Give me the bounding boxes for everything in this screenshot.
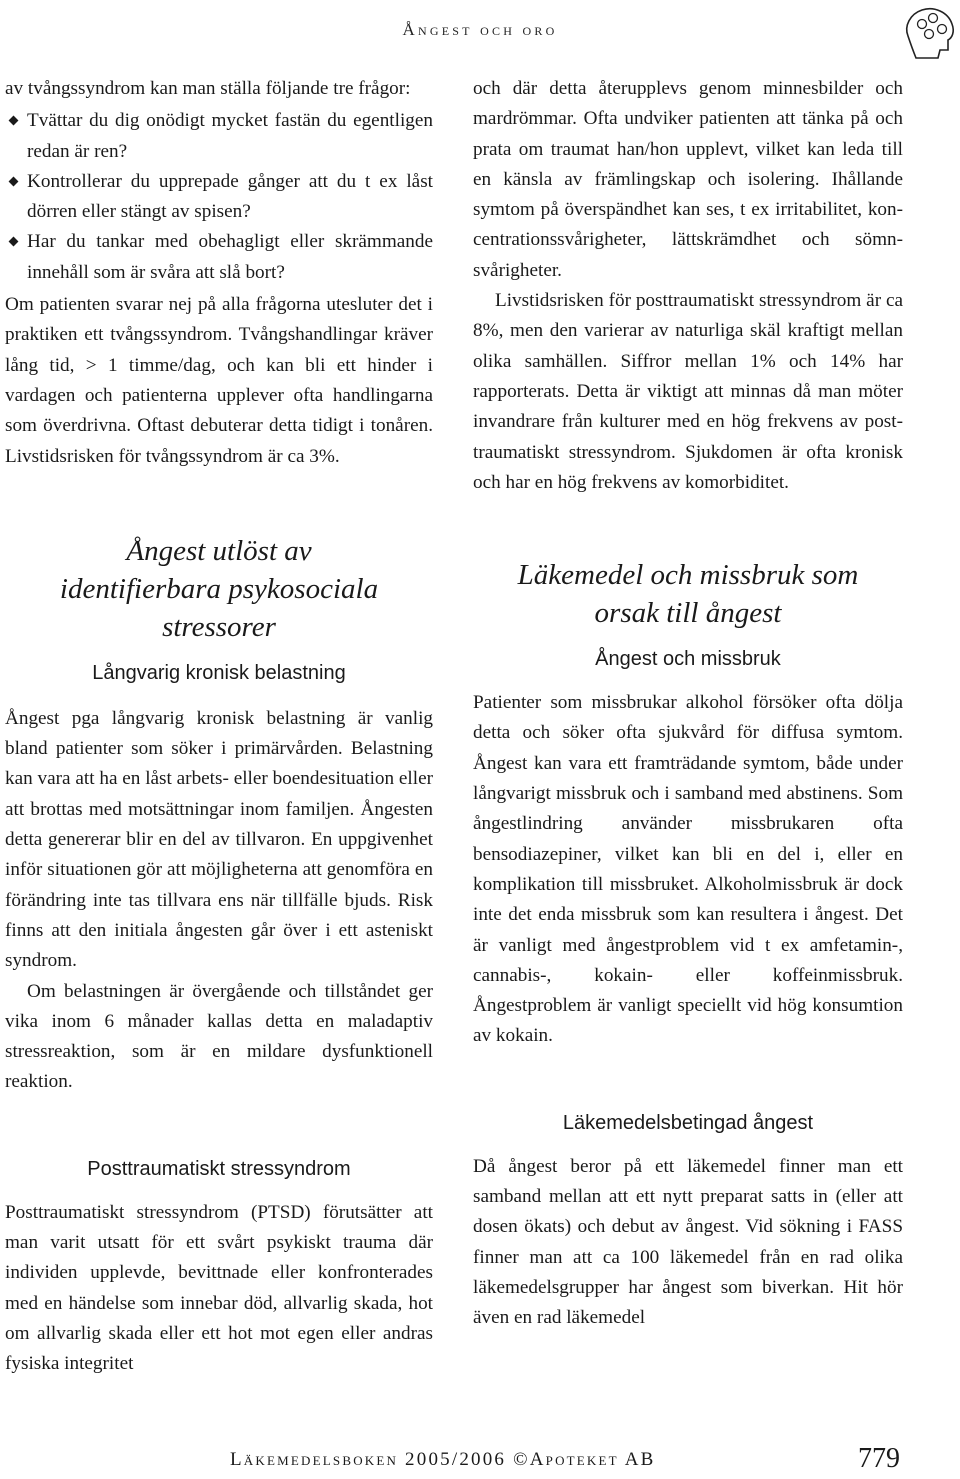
question-list xyxy=(5,106,433,288)
ptsd-continued-paragraph: och där detta återupplevs genom minnesbilder och mardrömmar. Ofta undviker patienten att tänka på och prata om traumat han/hon upplevt, vilket kan leda till en känsla av främlingskap och isolering. Ihållande symtom på överspändhet kan ses, t ex irritabilitet, koncentrationssvårigheter, lättskrämdhet och sömnsvårigheter. xyxy=(473,78,903,281)
subhead-chronic-stress: Långvarig kronisk belastning xyxy=(92,661,346,684)
page-number: 779 xyxy=(858,1443,900,1474)
footer-text: Läkemedelsboken 2005/2006 ©Apoteket AB xyxy=(230,1449,656,1470)
section-title-stressors: Ångest utlöst av identifierbara psykosociala stressorer xyxy=(59,534,379,643)
abuse-paragraph: Patienter som missbrukar alkohol försöker ofta dölja detta och söker ofta sjukvård för diffusa symtom. Ångest kan vara ett framträdande symtom, både under långvarigt missbruk och i samband med abstinens. Som ångestlindring använder missbrukaren ofta bensodiazepiner, vilket kan bli en del i, eller en komplikation till missbruket. Alkoholmissbruk är dock inte det enda missbruk som kan resultera i ångest. Det är vanligt med ångestproblem vid t ex amfetamin-, cannabis-, kokain- eller koffeinmissbruk. Ångestproblem är vanligt speciellt vid hög konsumtion av kokain. xyxy=(473,692,903,1047)
section-title-drugs: Läkemedel och missbruk som orsak till ångest xyxy=(517,559,859,630)
stress-reaction-paragraph: Om belastningen är övergående och tillståndet ger vika inom 6 månader kallas detta en maladaptiv stressreaktion, som är en mildare dysfunktionell reaktion. xyxy=(5,980,433,1093)
diamond-bullet-icon xyxy=(9,116,19,126)
right-column xyxy=(473,74,903,1334)
ptsd-paragraph: Posttraumatiskt stressyndrom (PTSD) förutsätter att man varit utsatt för ett svårt psykiskt trauma där individen upplevde, bevittnade eller konfronterades med en händelse som innebar död, allvarlig skada, hot om allvarlig skada eller ett hot mot egen eller andras fysiska integritet xyxy=(5,1201,433,1375)
chronic-stress-paragraph: Ångest pga långvarig kronisk belastning är vanlig bland patienter som söker i primärvården. Belastning kan vara att ha en låst arbets- eller boendesituation eller att brottas med motsättningar inom familjen. Ångesten detta genererar blir en del av tillvaron. En uppgivenhet inför situationen gör att möjligheterna att genomföra en förändring inte tas tillvara ens när tillfälle bjuds. Risk finns att den initiala ångesten går över i ett asteniskt syndrom. xyxy=(5,707,433,972)
list-item: Har du tankar med obehagligt eller skrämmande innehåll som är svåra att slå bort? xyxy=(5,227,433,288)
diamond-bullet-icon xyxy=(9,237,19,247)
running-head: Ångest och oro xyxy=(402,20,558,39)
subhead-ptsd: Posttraumatiskt stressyndrom xyxy=(87,1157,351,1180)
left-column xyxy=(5,74,433,1380)
intro-paragraph: av tvångssyndrom kan man ställa följande tre frågor: xyxy=(5,78,411,99)
subhead-abuse: Ångest och missbruk xyxy=(595,648,781,671)
subhead-drug-induced: Läkemedelsbetingad ångest xyxy=(562,1111,814,1134)
drug-induced-paragraph: Då ångest beror på ett läkemedel finner man ett samband mellan att ett nytt preparat satts in (eller att dosen ökats) och debut av ångest. Vid sökning i FASS finner man att ca 100 läkemedel från en rad olika läkemedelsgrupper har ångest som biverkan. Hit hör även en rad läkemedel xyxy=(473,1155,903,1329)
footer xyxy=(230,1443,930,1479)
ocd-paragraph: Om patienten svarar nej på alla frågorna utesluter det i praktiken ett tvångssyndrom. Tvångshandlingar kräver lång tid, > 1 timme/dag, och kan bli ett hinder i vardagen och patienterna upplever ofta handlingarna som överdrivna. Oftast debuterar detta tidigt i tonåren. Livstidsrisken för tvångssyndrom är ca 3%. xyxy=(5,294,433,467)
list-item: Tvättar du dig onödigt mycket fastän du egentligen redan är ren? xyxy=(5,106,433,167)
diamond-bullet-icon xyxy=(9,176,19,186)
ptsd-risk-paragraph: Livstidsrisken för posttraumatiskt stressyndrom är ca 8%, men den varierar av naturliga skäl kraftigt mellan olika samhällen. Siffror mellan 1% och 14% har rapporterats. Detta är viktigt att minnas då man möter invandrare från kulturer med en hög frekvens av posttraumatiskt stressyndrom. Sjukdomen är ofta kronisk och har en hög frekvens av komorbiditet. xyxy=(473,290,903,493)
list-item: Kontrollerar du upprepade gånger att du t ex låst dörren eller stängt av spisen? xyxy=(5,167,433,228)
head-logo-icon xyxy=(902,2,958,62)
